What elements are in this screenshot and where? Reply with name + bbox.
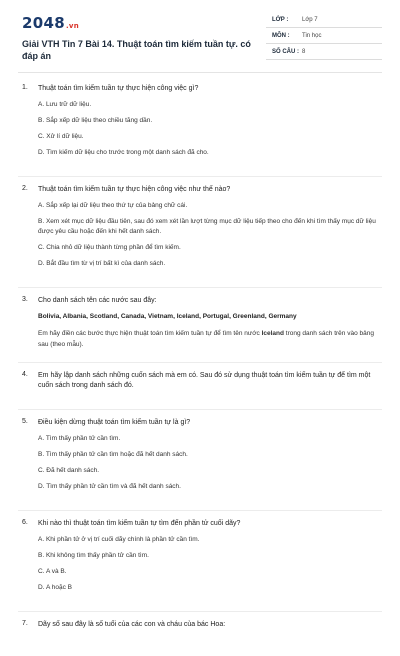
question-text: Khi nào thì thuật toán tìm kiếm tuần tự tìm đến phần tử cuối dãy? <box>38 520 241 527</box>
question-number: 4. <box>22 371 28 378</box>
question-5 <box>18 418 382 511</box>
question-number: 7. <box>22 620 28 627</box>
question-number: 1. <box>22 84 28 91</box>
question-text: Dãy số sau đây là số tuổi của các con và cháu của bác Hoa: <box>38 621 226 628</box>
logo-text: 2048 <box>22 14 65 32</box>
question-6 <box>18 519 382 612</box>
option-a: A. Lưu trữ dữ liệu. <box>38 101 92 108</box>
option-d: D. Bắt đầu tìm từ vị trí bất kì của danh sách. <box>38 260 166 267</box>
site-logo[interactable] <box>22 14 79 32</box>
document-title: Giải VTH Tin 7 Bài 14. Thuật toán tìm kiếm tuần tự. có đáp án <box>22 39 251 61</box>
meta-row-count <box>266 44 382 60</box>
question-4 <box>18 371 382 410</box>
question-text: Điều kiện dừng thuật toán tìm kiếm tuần tự là gì? <box>38 419 191 426</box>
question-number: 6. <box>22 519 28 526</box>
option-a: A. Sắp xếp lại dữ liệu theo thứ tự của bảng chữ cái. <box>38 202 188 209</box>
meta-row-class <box>266 12 382 28</box>
option-a: A. Tìm thấy phần tử cần tìm. <box>38 435 121 442</box>
question-text: Em hãy lập danh sách những cuốn sách mà em có. Sau đó sử dụng thuật toán tìm kiếm tuần tự để tìm một cuốn sách trong danh sách đó. <box>38 372 371 389</box>
option-c: C. A và B. <box>38 568 67 575</box>
question-1 <box>18 84 382 177</box>
question-number: 5. <box>22 418 28 425</box>
meta-value: Tin học <box>302 33 322 39</box>
option-d: D. Tìm thấy phần tử cần tìm và đã hết danh sách. <box>38 483 181 490</box>
option-c: C. Chia nhỏ dữ liệu thành từng phần để tìm kiếm. <box>38 244 181 251</box>
question-2 <box>18 185 382 288</box>
instruction-text-end: trong danh sách trên vào bảng sau (theo mẫu). <box>38 330 374 348</box>
question-instruction <box>38 328 382 350</box>
question-3 <box>18 296 382 363</box>
option-b: B. Tìm thấy phần tử cần tìm hoặc đã hết danh sách. <box>38 451 188 458</box>
option-c: C. Xử lí dữ liệu. <box>38 133 84 140</box>
option-a: A. Khi phần tử ở vị trí cuối dãy chính là phần tử cần tìm. <box>38 536 200 543</box>
meta-value: 8 <box>302 49 306 55</box>
question-text: Cho danh sách tên các nước sau đây: <box>38 297 157 304</box>
meta-value: Lớp 7 <box>302 17 318 23</box>
question-number: 2. <box>22 185 28 192</box>
question-7 <box>18 620 382 648</box>
question-text: Thuật toán tìm kiếm tuần tự thực hiện công việc như thế nào? <box>38 186 231 193</box>
instruction-keyword: Iceland <box>261 330 284 337</box>
document-header <box>18 12 382 73</box>
country-list: Bolivia, Albania, Scotland, Canada, Vietnam, Iceland, Portugal, Greenland, Germany <box>38 313 297 320</box>
question-number: 3. <box>22 296 28 303</box>
instruction-text: Em hãy điền các bước thực hiện thuật toán tìm kiếm tuần tự để tìm tên nước <box>38 330 262 337</box>
logo-suffix: .vn <box>65 22 80 30</box>
option-b: B. Xem xét mục dữ liệu đầu tiên, sau đó xem xét lần lượt từng mục dữ liệu tiếp theo cho đến khi tìm thấy mục dữ liệu được yêu cầu hoặc đến khi hết danh sách. <box>38 218 376 235</box>
question-list <box>18 84 382 656</box>
meta-row-subject <box>266 28 382 44</box>
meta-key: LỚP : <box>272 17 289 23</box>
option-d: D. A hoặc B <box>38 584 72 591</box>
option-c: C. Đã hết danh sách. <box>38 467 100 474</box>
option-d: D. Tìm kiếm dữ liệu cho trước trong một danh sách đã cho. <box>38 149 209 156</box>
meta-table <box>266 12 382 60</box>
question-text: Thuật toán tìm kiếm tuần tự thực hiện công việc gì? <box>38 85 199 92</box>
option-b: B. Khi không tìm thấy phần tử cần tìm. <box>38 552 149 559</box>
option-b: B. Sắp xếp dữ liệu theo chiều tăng dần. <box>38 117 153 124</box>
meta-key: SỐ CÂU : <box>272 49 299 55</box>
meta-key: MÔN : <box>272 33 290 39</box>
